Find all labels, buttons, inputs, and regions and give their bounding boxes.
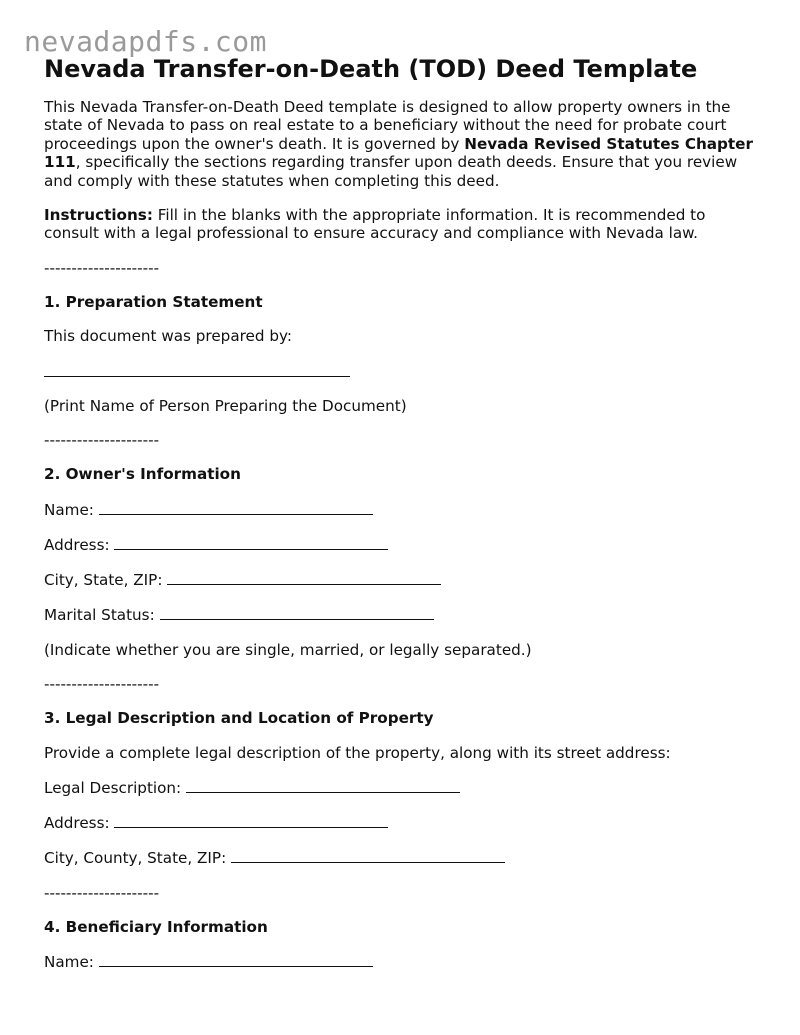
owner-name-blank[interactable] (99, 500, 373, 515)
document-title: Nevada Transfer-on-Death (TOD) Deed Template (44, 55, 698, 83)
section-heading-owner: 2. Owner's Information (44, 465, 241, 484)
property-city-label: City, County, State, ZIP: (44, 849, 227, 868)
owner-name-row (44, 500, 764, 519)
section-heading-preparation: 1. Preparation Statement (44, 293, 263, 312)
owner-city-row (44, 570, 764, 589)
owner-address-blank[interactable] (114, 535, 388, 550)
section-heading-property: 3. Legal Description and Location of Property (44, 709, 434, 728)
intro-text-before: This Nevada Transfer-on-Death Deed template is designed to allow property owners in the state of Nevada to pass on real estate to a beneficiary without the need for probate court proceedings upon the owner's death. It is governed by (44, 98, 731, 153)
owner-marital-label: Marital Status: (44, 606, 155, 625)
property-city-row (44, 848, 764, 867)
section-heading-beneficiary: 4. Beneficiary Information (44, 918, 268, 937)
preparer-name-note: (Print Name of Person Preparing the Document) (44, 396, 407, 415)
intro-text-after: , specifically the sections regarding transfer upon death deeds. Ensure that you review and comply with these statutes when completing this deed. (44, 153, 738, 190)
separator: --------------------- (44, 258, 160, 277)
prepared-by-label: This document was prepared by: (44, 327, 292, 346)
legal-description-blank[interactable] (186, 778, 460, 793)
owner-name-label: Name: (44, 500, 94, 519)
property-address-row (44, 813, 764, 832)
beneficiary-name-label: Name: (44, 953, 94, 972)
statute-reference: Nevada Revised Statutes Chapter 111 (44, 134, 753, 172)
owner-city-blank[interactable] (167, 570, 441, 585)
instructions-paragraph (44, 206, 764, 243)
owner-marital-blank[interactable] (160, 605, 434, 620)
instructions-text: Fill in the blanks with the appropriate information. It is recommended to consult with a legal professional to ensure accuracy and compliance with Nevada law. (44, 206, 706, 243)
separator: --------------------- (44, 430, 160, 449)
instructions-label: Instructions: (44, 206, 153, 225)
owner-marital-row (44, 605, 764, 624)
document-page (44, 54, 764, 988)
owner-address-row (44, 535, 764, 554)
legal-description-label: Legal Description: (44, 778, 182, 797)
property-address-label: Address: (44, 814, 110, 833)
legal-description-row (44, 778, 764, 797)
owner-address-label: Address: (44, 535, 110, 554)
owner-marital-note: (Indicate whether you are single, married, or legally separated.) (44, 640, 532, 659)
property-intro: Provide a complete legal description of the property, along with its street address: (44, 743, 671, 762)
separator: --------------------- (44, 883, 160, 902)
intro-paragraph (44, 98, 764, 190)
property-address-blank[interactable] (114, 813, 388, 828)
beneficiary-name-blank[interactable] (99, 952, 373, 967)
beneficiary-name-row (44, 952, 764, 971)
owner-city-label: City, State, ZIP: (44, 571, 163, 590)
property-city-blank[interactable] (231, 848, 505, 863)
preparer-name-blank[interactable] (44, 362, 350, 377)
separator: --------------------- (44, 675, 160, 693)
watermark: nevadapdfs.com (24, 25, 268, 58)
